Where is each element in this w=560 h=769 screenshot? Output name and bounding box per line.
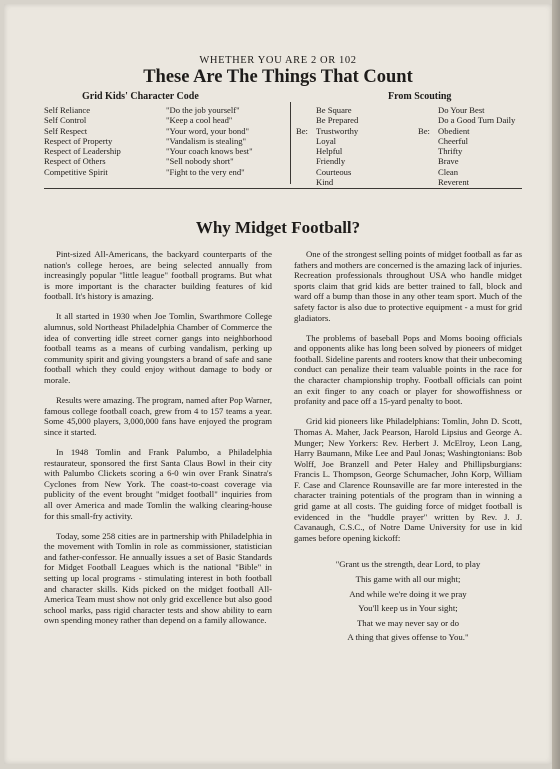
prayer-line: A thing that gives offense to You." (347, 632, 469, 643)
scouting-virtue: Loyal (316, 135, 337, 146)
scouting-prefix (418, 167, 430, 177)
scouting-prefix (296, 146, 308, 156)
paragraph: Results were amazing. The program, named after Pop Warner, famous college football coach, grew from 4 to 157 teams a year. Some 45,000 players, 3,000,000 fans have enjoyed the program since it started. (44, 395, 272, 437)
section-title: Why Midget Football? (195, 218, 361, 237)
scouting-virtue: Brave (438, 156, 459, 167)
magazine-page (4, 4, 552, 764)
scouting-prefix (296, 167, 308, 177)
character-quality: Respect of Leadership (44, 146, 121, 157)
character-qualities-list (44, 105, 121, 177)
paragraph: One of the strongest selling points of midget football as far as fathers and mothers are concerned is the amazing lack of injuries. Recreation professionals throughout USA who handle midget sports claim that grid kids are better trained to fall, block and ward off a bump than those in any other team sport. Much of the safety factor is also due to protective equipment - a must for grid gladiators. (294, 249, 522, 323)
paragraph: The problems of baseball Pops and Moms booing officials and opponents alike has long been solved by pioneers of midget football. Sideline parents and rooters know that their unbecoming conduct can penalize their team valuable points in the race for the character championship trophy. Football officials can point an exit finger to any coach or player for showoffishness or profanity and pace off a 15-yard penalty to boot. (294, 332, 522, 407)
character-saying: "Do the job yourself" (166, 105, 240, 115)
scouting-prefix (296, 136, 308, 146)
scouting-prefix-list-1 (296, 105, 308, 187)
scouting-virtue: Be Square (316, 105, 352, 115)
prayer-line: "Grant us the strength, dear Lord, to play (335, 559, 481, 570)
scouting-prefix (418, 136, 430, 146)
character-saying: "Your word, your bond" (166, 125, 250, 136)
scouting-prefix (418, 115, 430, 125)
huddle-prayer (294, 557, 522, 645)
scouting-virtue: Trustworthy (316, 125, 359, 136)
scouting-prefix: Be: (296, 125, 308, 136)
paragraph: Today, some 258 cities are in partnership with Philadelphia in the movement with Tomlin in role as commissioner, statistician and father-confessor. He annually issues a set of Basic Standards for Midget Football Leagues which is the national "Bible" in setting up local programs - stimulating interest in both football and character skills. Kids picked on the midget football All-America Team must show not only grid excellence but also good school marks, pass rigid character tests and show ability to earn own spending money rather than depend on a family allowance. (44, 530, 272, 626)
scouting-list-2 (438, 105, 515, 187)
character-quality: Competitive Spirit (44, 166, 108, 177)
left-column (44, 249, 272, 636)
character-saying: "Sell nobody short" (166, 156, 234, 167)
vertical-divider (290, 102, 291, 184)
scouting-virtue: Do Your Best (438, 105, 485, 115)
character-saying: "Your coach knows best" (166, 146, 253, 157)
scouting-prefix (418, 156, 430, 166)
character-code-heading: Grid Kids' Character Code (82, 91, 199, 102)
scouting-list-1 (316, 105, 358, 187)
kicker-line: WHETHER YOU ARE 2 OR 102 (199, 55, 357, 66)
scouting-virtue: Helpful (316, 146, 343, 157)
prayer-line: You'll keep us in Your sight; (358, 603, 458, 614)
scouting-virtue: Obedient (438, 125, 470, 136)
paragraph: Grid kid pioneers like Philadelphians: Tomlin, John D. Scott, Thomas A. Maher, Jack Pearson, Harold Lipsius and George A. Munger; New Yorkers: Rev. Herbert J. McElroy, Leon Lang, Harry Baumann, Mike Lee and Paul Jonas; Washingtonians: Bob Wolff, Joe Branzell and Peter Haley and Phillipsburgians: Francis L. Thompson, George Schumacher, John Korp, William F. Case and Clarence Rounsaville are far more interested in the character training potentials of the program than in winning a grid game at all costs. The guiding force of midget football is evidenced in the "huddle prayer" written by Rev. J. J. Cavanaugh, C.S.C., of Notre Dame University for use in kid games before opening kickoff: (294, 416, 522, 543)
character-quality: Self Reliance (44, 105, 91, 115)
scouting-virtue: Courteous (316, 166, 352, 177)
character-sayings-list (166, 105, 253, 177)
scouting-prefix (296, 177, 308, 187)
paragraph: Pint-sized All-Americans, the backyard counterparts of the nation's college heroes, are being selected annually from increasingly popular "little league" football programs. But what is more important is the character building features of kid football. It's history is amazing. (44, 249, 272, 302)
page-edge (552, 0, 560, 769)
character-saying: "Vandalism is stealing" (166, 135, 247, 146)
scouting-prefix (418, 177, 430, 187)
scouting-virtue: Friendly (316, 156, 346, 167)
character-quality: Respect of Others (44, 156, 106, 167)
character-saying: "Fight to the very end" (166, 166, 245, 177)
scouting-prefix (296, 105, 308, 115)
scouting-prefix (418, 105, 430, 115)
character-quality: Respect of Property (44, 135, 113, 146)
scouting-heading: From Scouting (388, 91, 452, 102)
character-quality: Self Respect (44, 125, 88, 136)
prayer-line: This game with all our might; (355, 574, 461, 585)
paragraph: In 1948 Tomlin and Frank Palumbo, a Philadelphia restaurateur, sponsored the first Santa Claus Bowl in their city with Palumbo Clickets scoring a 6-0 win over Frank Sinatra's Cyclones from New York. The coast-to-coast coverage via publicity of the event brought "midget football" inquiries from all over America and made Tomlin the walking clearing-house for this small-fry activity. (44, 447, 272, 521)
paragraph: It all started in 1930 when Joe Tomlin, Swarthmore College alumnus, sold Northeast Philadelphia Chamber of Commerce the idea of converting idle street corner gangs into neighborhood football teams as a means of curbing vandalism, perking up community spirit and giving youngsters a brand of safe and sane football which they could enjoy without damage to body or morale. (44, 311, 272, 386)
scouting-prefix (296, 156, 308, 166)
prayer-line: And while we're doing it we pray (349, 588, 467, 599)
scouting-prefix-list-2 (418, 105, 430, 187)
page-title: These Are The Things That Count (143, 67, 413, 87)
character-quality: Self Control (44, 115, 87, 126)
scouting-prefix: Be: (418, 125, 430, 136)
scouting-virtue: Kind (316, 177, 334, 188)
scouting-virtue: Be Prepared (316, 115, 359, 126)
scouting-virtue: Thrifty (438, 146, 463, 157)
scouting-prefix (418, 146, 430, 156)
prayer-line: That we may never say or do (356, 617, 460, 628)
scouting-virtue: Do a Good Turn Daily (438, 115, 516, 126)
right-column (294, 249, 522, 645)
scouting-prefix (296, 115, 308, 125)
scouting-virtue: Reverent (438, 177, 470, 188)
horizontal-rule (44, 188, 522, 189)
scouting-virtue: Clean (438, 166, 459, 177)
character-saying: "Keep a cool head" (166, 115, 233, 126)
scouting-virtue: Cheerful (438, 135, 469, 146)
